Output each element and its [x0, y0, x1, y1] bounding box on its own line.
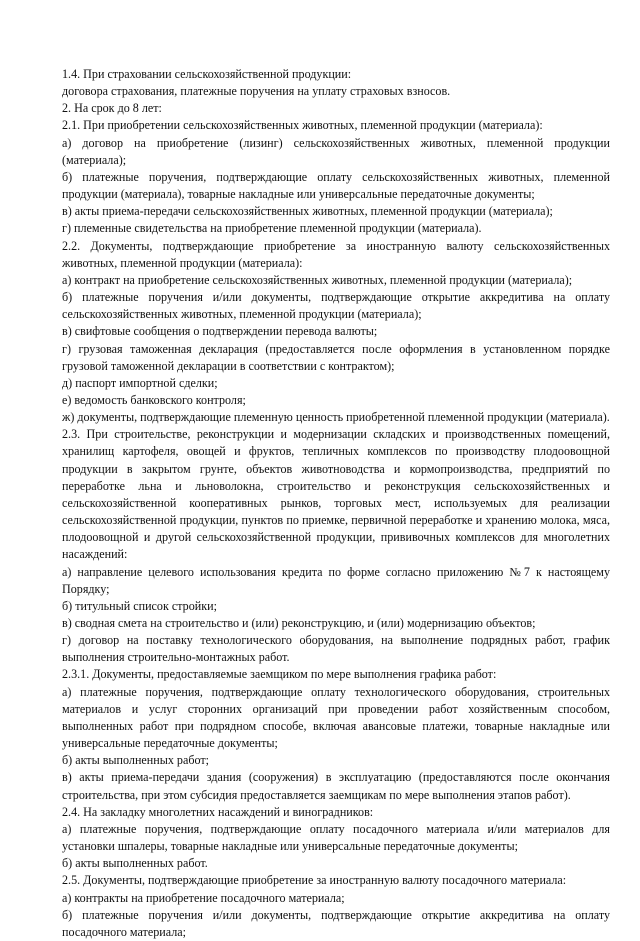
doc-paragraph: в) акты приема-передачи здания (сооружения) в эксплуатацию (предоставляются после окончания строительства, при этом субсидия предоставляется заемщикам по мере выполнения этапов работ).	[62, 770, 610, 802]
doc-paragraph: договора страхования, платежные поручения на уплату страховых взносов.	[62, 84, 451, 99]
doc-paragraph: 2.3.1. Документы, предоставляемые заемщиком по мере выполнения графика работ:	[62, 667, 497, 682]
doc-paragraph: б) платежные поручения, подтверждающие оплату сельскохозяйственных животных, племенной продукции (материала), товарные накладные или универсальные передаточные документы;	[62, 169, 610, 202]
doc-paragraph: в) акты приема-передачи сельскохозяйственных животных, племенной продукции (материала);	[62, 204, 553, 219]
doc-paragraph: а) платежные поручения, подтверждающие оплату технологического оборудования, строительных материалов и услуг сторонних организаций при проведении работ хозяйственным способом, выполненных работ при подрядном способе, включая авансовые платежи, товарные накладные или универсальные передаточные документы;	[62, 684, 610, 751]
doc-paragraph: а) договор на приобретение (лизинг) сельскохозяйственных животных, племенной продукции (материала);	[62, 135, 610, 167]
doc-paragraph: г) племенные свидетельства на приобретение племенной продукции (материала).	[62, 221, 482, 236]
doc-paragraph: а) контракт на приобретение сельскохозяйственных животных, племенной продукции (материала);	[62, 272, 573, 287]
doc-paragraph: г) грузовая таможенная декларация (предоставляется после оформления в установленном порядке грузовой таможенной декларации в соответствии с контрактом);	[62, 341, 610, 373]
doc-paragraph: 2.3. При строительстве, реконструкции и модернизации складских и производственных помещений, хранилищ картофеля, овощей и фруктов, тепличных комплексов по производству плодоовощной продукции в закрытом грунте, объектов животноводства и кормопроизводства, предприятий по переработке льна и льноволокна, строительство и реконструкция сельскохозяйственных и сельскохозяйственной кооперативных рынков, торговых мест, используемых для реализации сельскохозяйственной продукции, пунктов по приемке, первичной переработке и хранению молока, мяса, плодоовощной и другой сельскохозяйственной продукции, прививочных комплексов для многолетних насаждений:	[62, 427, 610, 562]
doc-paragraph: б) титульный список стройки;	[62, 598, 217, 613]
doc-paragraph: 2. На срок до 8 лет:	[62, 101, 162, 116]
doc-paragraph: б) акты выполненных работ.	[62, 856, 208, 871]
doc-paragraph: б) платежные поручения и/или документы, подтверждающие открытие аккредитива на оплату посадочного материала;	[62, 907, 610, 939]
doc-paragraph: 2.2. Документы, подтверждающие приобретение за иностранную валюту сельскохозяйственных животных, племенной продукции (материала):	[62, 238, 610, 270]
doc-paragraph: а) платежные поручения, подтверждающие оплату посадочного материала и/или материалов для установки шпалеры, товарные накладные или универсальные передаточные документы;	[62, 821, 610, 854]
doc-paragraph: г) договор на поставку технологического оборудования, на выполнение подрядных работ, график выполнения строительно-монтажных работ.	[62, 633, 610, 665]
doc-paragraph: в) сводная смета на строительство и (или) реконструкцию, и (или) модернизацию объектов;	[62, 616, 536, 630]
doc-paragraph: а) контракты на приобретение посадочного материала;	[62, 890, 345, 905]
doc-paragraph: б) платежные поручения и/или документы, подтверждающие открытие аккредитива на оплату сельскохозяйственных животных, племенной продукции (материала);	[62, 290, 610, 322]
doc-paragraph: а) направление целевого использования кредита по форме согласно приложению №7 к настоящему Порядку;	[62, 564, 610, 596]
doc-paragraph: е) ведомость банковского контроля;	[62, 392, 246, 407]
document-body	[62, 66, 610, 941]
doc-paragraph: 2.1. При приобретении сельскохозяйственных животных, племенной продукции (материала):	[62, 118, 543, 133]
doc-paragraph: 2.4. На закладку многолетних насаждений и виноградников:	[62, 804, 374, 819]
doc-paragraph: в) свифтовые сообщения о подтверждении перевода валюты;	[62, 324, 378, 339]
doc-paragraph: ж) документы, подтверждающие племенную ценность приобретенной племенной продукции (материала).	[62, 410, 610, 425]
doc-paragraph: д) паспорт импортной сделки;	[62, 375, 218, 390]
doc-paragraph: б) акты выполненных работ;	[62, 753, 210, 768]
doc-paragraph: 2.5. Документы, подтверждающие приобретение за иностранную валюту посадочного материала:	[62, 873, 567, 888]
doc-paragraph: 1.4. При страховании сельскохозяйственной продукции:	[62, 67, 352, 81]
